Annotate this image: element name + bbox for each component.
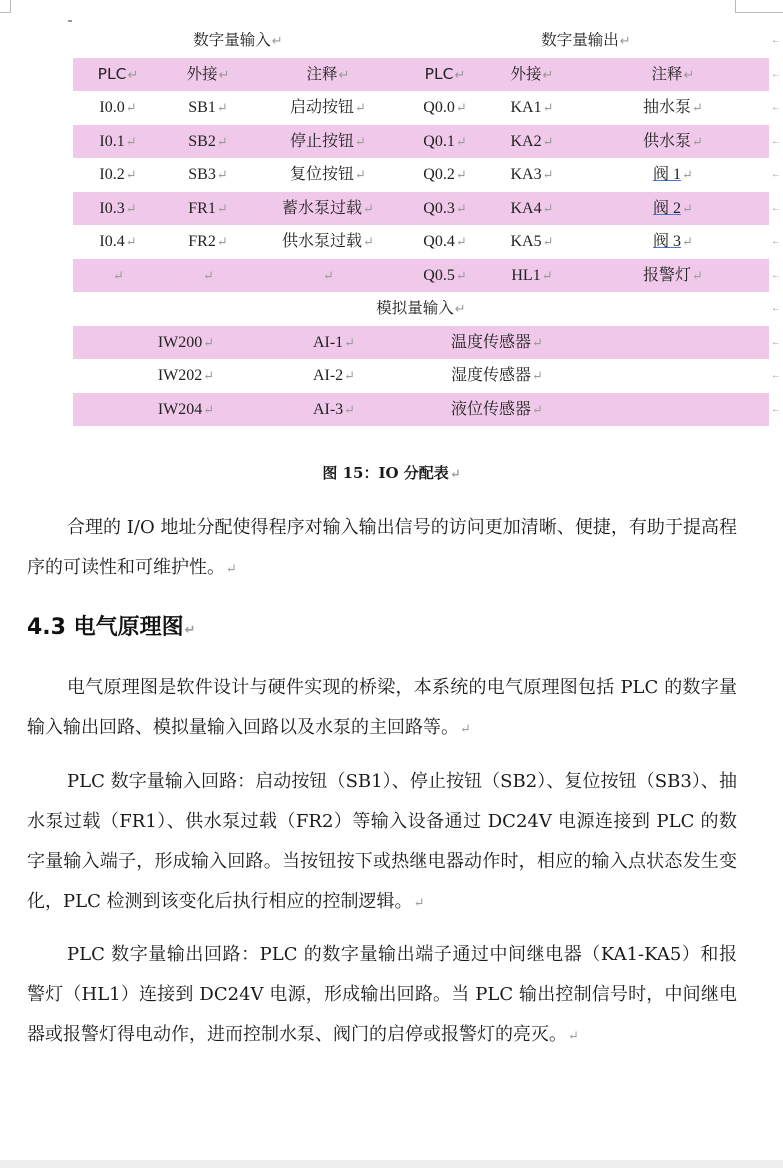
paragraph-mark: ↵ <box>413 896 425 911</box>
paragraph-mark: ↵ <box>542 167 554 182</box>
paragraph-mark: ↵ <box>323 267 334 283</box>
paragraph-digital-input-loop <box>27 762 737 924</box>
paragraph-mark: ↵ <box>682 200 693 216</box>
row-end-mark: ← <box>771 236 781 247</box>
table-cell-text: 供水泵 <box>643 132 692 150</box>
row-end-mark: ← <box>771 303 781 314</box>
paragraph-mark: ↵ <box>454 67 466 83</box>
table-cell <box>253 259 403 293</box>
row-end-mark: ← <box>771 336 781 348</box>
row-end-mark: ← <box>771 135 781 147</box>
table-cell <box>73 192 163 226</box>
column-header-text: PLC <box>424 64 454 83</box>
group-title-digital-output <box>403 24 769 58</box>
paragraph-mark: ↵ <box>203 267 214 283</box>
paragraph-mark: ↵ <box>455 100 467 115</box>
paragraph-mark: ↵ <box>449 467 461 482</box>
table-cell-text: 报警灯 <box>643 266 692 284</box>
table-cell <box>487 192 577 226</box>
paragraph-mark: ↵ <box>542 133 554 149</box>
table-analog-title-row <box>73 292 781 326</box>
paragraph-mark: ↵ <box>344 368 356 383</box>
table-cell <box>253 125 403 159</box>
paragraph-mark: ↵ <box>355 167 366 182</box>
table-cell <box>403 192 487 226</box>
table-row <box>73 91 781 125</box>
paragraph-schematic-intro <box>27 668 737 750</box>
table-cell <box>487 158 577 192</box>
table-cell <box>403 259 487 293</box>
crop-mark-top-right <box>735 0 783 13</box>
paragraph-mark: ↵ <box>683 67 695 83</box>
table-cell-text: AI-2 <box>312 367 344 384</box>
table-cell <box>163 225 253 259</box>
table-cell <box>577 192 769 226</box>
paragraph-mark: ↵ <box>216 234 228 249</box>
table-row <box>73 125 781 159</box>
table-group-header-row <box>73 24 781 58</box>
crop-mark-top-left <box>0 0 11 13</box>
column-header-text: PLC <box>97 64 127 83</box>
table-cell <box>73 158 163 192</box>
table-cell <box>403 125 487 159</box>
table-row <box>73 192 781 226</box>
paragraph-digital-input-loop-text: PLC 数字量输入回路：启动按钮（SB1）、停止按钮（SB2）、复位按钮（SB3）、抽水泵过载（FR1）、供水泵过载（FR2）等输入设备通过 DC24V 电源连接到 PLC 的数字量输入端子，形成输入回路。当按钮按下或热继电器动作时，相应的输入点状态发生变化，PLC 检测到该变化后执行相应的控制逻辑。 <box>27 771 737 912</box>
row-end-mark: ← <box>771 169 781 180</box>
group-title-digital-input <box>73 24 403 58</box>
table-cell-text: I0.4 <box>99 233 125 250</box>
table-cell-text: 蓄水泵过载 <box>282 199 363 217</box>
table-cell-text: Q0.5 <box>423 266 455 284</box>
column-header-text: 外接 <box>510 64 542 83</box>
table-cell-text: AI-3 <box>312 400 344 418</box>
table-cell <box>577 91 769 125</box>
paragraph-mark: ↵ <box>216 200 228 216</box>
paragraph-mark: ↵ <box>542 234 554 249</box>
table-cell-text: 启动按钮 <box>290 99 355 116</box>
paragraph-mark: ↵ <box>355 100 366 115</box>
table-cell-text: AI-1 <box>312 333 344 351</box>
column-header <box>577 58 769 92</box>
table-cell <box>259 326 409 360</box>
table-cell <box>259 393 409 427</box>
table-cell-text: 阀 2 <box>653 199 682 217</box>
table-cell <box>73 259 163 293</box>
table-cell <box>163 158 253 192</box>
row-end-mark: ← <box>771 68 781 80</box>
table-cell <box>163 192 253 226</box>
paragraph-schematic-intro-text: 电气原理图是软件设计与硬件实现的桥梁，本系统的电气原理图包括 PLC 的数字量输入输出回路、模拟量输入回路以及水泵的主回路等。 <box>27 677 737 738</box>
row-end-mark: ← <box>771 370 781 381</box>
paragraph-mark: ↵ <box>363 234 374 249</box>
paragraph-digital-output-loop-text: PLC 数字量输出回路：PLC 的数字量输出端子通过中间继电器（KA1-KA5）和报警灯（HL1）连接到 DC24V 电源，形成输出回路。当 PLC 输出控制信号时，中间继电器或报警灯得电动作，进而控制水泵、阀门的启停或报警灯的亮灭。 <box>27 944 737 1045</box>
paragraph-mark: ↵ <box>363 200 374 216</box>
table-cell-text: Q0.1 <box>423 132 455 150</box>
table-cell <box>163 259 253 293</box>
table-cell-text: Q0.3 <box>423 199 455 217</box>
table-cell-text: Q0.0 <box>423 99 455 116</box>
column-header <box>403 58 487 92</box>
table-row <box>73 259 781 293</box>
paragraph-io-summary <box>27 508 737 590</box>
table-cell <box>163 125 253 159</box>
paragraph-mark: ↵ <box>532 334 543 350</box>
table-cell <box>403 91 487 125</box>
table-cell-text: FR1 <box>188 199 216 217</box>
paragraph-mark: ↵ <box>542 67 554 83</box>
paragraph-mark: ↵ <box>568 1029 579 1044</box>
table-cell-text: 阀 3 <box>653 233 682 250</box>
table-cell-text: KA3 <box>510 166 542 183</box>
paragraph-mark: ↵ <box>203 401 215 417</box>
paragraph-mark: ↵ <box>216 133 228 149</box>
table-cell-text: 停止按钮 <box>290 132 355 150</box>
table-cell <box>73 91 163 125</box>
paragraph-mark: ↵ <box>338 67 350 83</box>
column-header-text: 外接 <box>186 64 218 83</box>
table-cell <box>73 125 163 159</box>
table-cell <box>113 359 259 393</box>
paragraph-mark: ↵ <box>619 34 631 49</box>
table-cell <box>163 91 253 125</box>
paragraph-mark: ↵ <box>226 562 237 577</box>
analog-input-title-text: 模拟量输入 <box>376 299 454 317</box>
paragraph-mark: ↵ <box>127 67 139 83</box>
table-column-header-row <box>73 58 781 92</box>
table-cell <box>73 225 163 259</box>
paragraph-mark: ↵ <box>541 267 553 283</box>
table-cell <box>403 158 487 192</box>
table-cell-text: IW204 <box>157 400 203 418</box>
paragraph-io-summary-text: 合理的 I/O 地址分配使得程序对输入输出信号的访问更加清晰、便捷，有助于提高程序的可读性和可维护性。 <box>27 517 737 578</box>
row-end-mark: ← <box>771 102 781 113</box>
paragraph-mark: ↵ <box>203 368 215 383</box>
paragraph-mark: ↵ <box>218 67 230 83</box>
paragraph-mark: ↵ <box>455 133 467 149</box>
paragraph-mark: ↵ <box>355 133 366 149</box>
paragraph-mark: ↵ <box>532 368 543 383</box>
table-cell-text: 湿度传感器 <box>451 367 532 384</box>
table-cell <box>577 225 769 259</box>
column-header-text: 注释 <box>651 64 683 83</box>
table-cell-text: I0.1 <box>99 132 125 150</box>
paragraph-mark: ↵ <box>113 267 124 283</box>
table-cell <box>113 326 259 360</box>
table-cell <box>577 158 769 192</box>
paragraph-mark: ↵ <box>125 167 137 182</box>
paragraph-mark: ↵ <box>216 167 228 182</box>
paragraph-mark: ↵ <box>184 623 196 638</box>
table-cell-text: Q0.4 <box>423 233 455 250</box>
table-cell-text: 温度传感器 <box>451 333 532 351</box>
table-cell <box>487 125 577 159</box>
analog-input-title <box>73 292 769 326</box>
table-cell-text: SB1 <box>188 99 216 116</box>
table-row <box>73 326 781 360</box>
table-cell-text: 液位传感器 <box>451 400 532 418</box>
paragraph-mark: ↵ <box>692 133 703 149</box>
paragraph-mark: ↵ <box>460 722 471 737</box>
table-cell <box>487 91 577 125</box>
paragraph-mark: ↵ <box>532 401 543 417</box>
figure-caption <box>0 462 783 483</box>
paragraph-mark: ↵ <box>455 200 467 216</box>
paragraph-mark: ↵ <box>216 100 228 115</box>
table-cell <box>253 192 403 226</box>
paragraph-mark: ↵ <box>455 234 467 249</box>
column-header-text: 注释 <box>306 64 338 83</box>
caption-text: 图 15：IO 分配表 <box>322 464 449 482</box>
paragraph-mark: ↵ <box>454 302 466 317</box>
table-row <box>73 359 781 393</box>
table-cell-text: FR2 <box>188 233 216 250</box>
table-cell <box>259 359 409 393</box>
column-header <box>253 58 403 92</box>
group-title-digital-output-text: 数字量输出 <box>541 31 619 49</box>
paragraph-mark: ↵ <box>692 267 703 283</box>
paragraph-mark: ↵ <box>125 133 137 149</box>
table-row <box>73 158 781 192</box>
paragraph-mark: ↵ <box>271 34 283 49</box>
row-end-mark: ← <box>771 202 781 214</box>
table-cell-text: IW202 <box>157 367 203 384</box>
table-cell-text: HL1 <box>511 266 541 284</box>
table-cell-text: 复位按钮 <box>290 166 355 183</box>
paragraph-mark: ↵ <box>125 100 137 115</box>
table-cell <box>577 125 769 159</box>
table-cell <box>253 225 403 259</box>
table-cell-text: IW200 <box>157 333 203 351</box>
paragraph-mark: ↵ <box>682 167 693 182</box>
table-cell <box>487 259 577 293</box>
row-end-mark: ← <box>771 269 781 281</box>
paragraph-mark: ↵ <box>455 267 467 283</box>
paragraph-mark: ↵ <box>125 234 137 249</box>
table-cell <box>409 393 585 427</box>
table-cell-text: I0.2 <box>99 166 125 183</box>
table-cell-text: 抽水泵 <box>643 99 692 116</box>
table-cell <box>487 225 577 259</box>
paragraph-mark: ↵ <box>344 401 356 417</box>
paragraph-mark: ↵ <box>125 200 137 216</box>
column-header <box>163 58 253 92</box>
table-anchor-marker <box>68 20 72 22</box>
row-end-mark: ← <box>771 403 781 415</box>
table-cell <box>113 393 259 427</box>
paragraph-mark: ↵ <box>692 100 703 115</box>
table-cell <box>403 225 487 259</box>
table-cell <box>253 91 403 125</box>
paragraph-mark: ↵ <box>682 234 693 249</box>
table-cell-text: I0.3 <box>99 199 125 217</box>
table-cell-text: Q0.2 <box>423 166 455 183</box>
table-cell <box>253 158 403 192</box>
section-heading-text: 4.3 电气原理图 <box>27 615 184 640</box>
paragraph-mark: ↵ <box>203 334 215 350</box>
table-cell-text: SB3 <box>188 166 216 183</box>
table-row <box>73 393 781 427</box>
table-cell-text: KA2 <box>510 132 542 150</box>
table-cell-text: KA4 <box>510 199 542 217</box>
io-allocation-table <box>73 24 781 426</box>
page-bottom-edge <box>0 1160 783 1168</box>
column-header <box>487 58 577 92</box>
paragraph-digital-output-loop <box>27 935 737 1057</box>
table-cell-text: 阀 1 <box>653 166 682 183</box>
paragraph-mark: ↵ <box>542 100 554 115</box>
column-header <box>73 58 163 92</box>
table-cell-text: 供水泵过载 <box>282 233 363 250</box>
table-cell-text: KA5 <box>510 233 542 250</box>
group-title-digital-input-text: 数字量输入 <box>193 31 271 49</box>
table-cell-text: SB2 <box>188 132 216 150</box>
paragraph-mark: ↵ <box>455 167 467 182</box>
table-cell <box>409 326 585 360</box>
table-cell-text: KA1 <box>510 99 542 116</box>
table-cell <box>577 259 769 293</box>
row-end-mark: ← <box>771 35 781 46</box>
section-heading <box>27 610 196 649</box>
table-cell-text: I0.0 <box>99 99 125 116</box>
paragraph-mark: ↵ <box>542 200 554 216</box>
table-cell <box>409 359 585 393</box>
table-row <box>73 225 781 259</box>
paragraph-mark: ↵ <box>344 334 356 350</box>
